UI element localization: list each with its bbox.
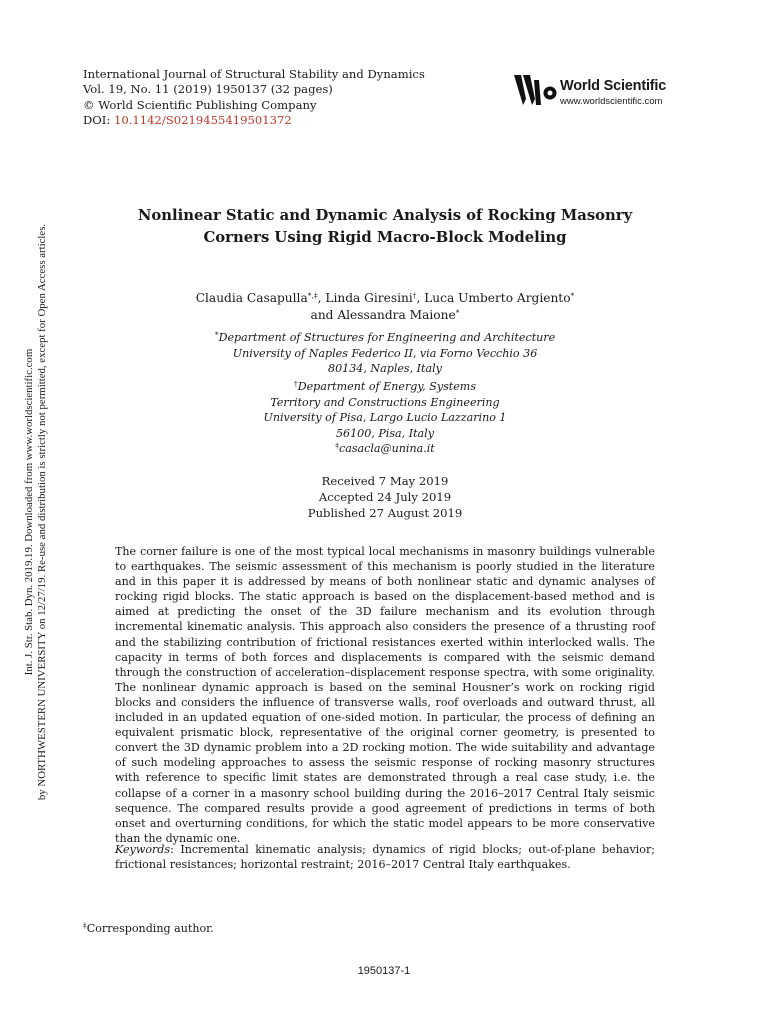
sidebar-line-2: by NORTHWESTERN UNIVERSITY on 12/27/19. Re-use and distribution is strictly not permitted, except for Open Access articles.: [36, 223, 48, 801]
footnote-mark: ‡: [83, 921, 87, 930]
email-link[interactable]: casacla@unina.it: [339, 442, 435, 456]
affiliation-naples: [90, 330, 680, 377]
journal-header: [83, 67, 503, 128]
logo-url[interactable]: www.worldscientific.com: [560, 96, 663, 107]
affiliation-line: 80134, Naples, Italy: [328, 362, 442, 376]
publication-dates: [90, 473, 680, 521]
journal-volume: Vol. 19, No. 11 (2019) 1950137 (32 pages): [83, 82, 333, 97]
received-date: Received 7 May 2019: [321, 474, 449, 488]
author-mark: *: [570, 291, 575, 300]
journal-doi-line: [83, 113, 503, 128]
page-number: 1950137-1: [357, 965, 411, 977]
author-mark: †: [412, 291, 417, 300]
world-scientific-logo-icon: [514, 72, 558, 108]
abstract: The corner failure is one of the most typical local mechanisms in masonry buildings vulnerable to earthquakes. The seismic assessment of this mechanism is poorly studied in the literature and in this paper it is addressed by means of both nonlinear static and dynamic analyses of rocking rigid blocks. The static approach is based on the displacement-based method and is aimed at predicting the onset of the 3D failure mechanism and its evolution through incremental kinematic analysis. This approach also considers the presence of a thrusting roof and the stabilizing contribution of frictional resistances exerted within interlocked walls. The capacity in terms of both forces and displacements is compared with the seismic demand through the construction of acceleration–displacement response spectra, with some originality. The nonlinear dynamic approach is based on the seminal Housner’s work on rocking rigid blocks and considers the influence of transverse walls, roof overloads and outward thrust, all included in an updated equation of one-sided motion. In particular, the process of defining an equivalent prismatic block, representative of the original corner geometry, is presented to convert the 3D dynamic problem into a 2D rocking motion. The wide suitability and advantage of such modeling approaches to assess the seismic response of rocking masonry structures with reference to specific limit states are demonstrated through a real case study, i.e. the collapse of a corner in a masonry school building during the 2016–2017 Central Italy seismic sequence. The compared results provide a good agreement of predictions in terms of both onset and overturning conditions, for which the static model appears to be more conservative than the dynamic one.: [115, 545, 655, 845]
email-line: [90, 441, 680, 457]
authors-line-2: [90, 307, 680, 324]
email-mark: ‡: [335, 441, 339, 451]
footnote: [83, 921, 483, 936]
affiliation-line: [90, 379, 680, 395]
affiliation-line: 56100, Pisa, Italy: [336, 426, 434, 440]
and-word: and: [310, 307, 334, 322]
title-line-1: Nonlinear Static and Dynamic Analysis of Rocking Masonry: [137, 207, 633, 224]
publisher-logo: [514, 72, 694, 110]
author-name: Luca Umberto Argiento: [424, 291, 571, 305]
affiliation-text: Department of Structures for Engineering and Architecture: [218, 331, 556, 344]
journal-copyright: © World Scientific Publishing Company: [83, 97, 317, 112]
affiliation-line: University of Naples Federico II, via Forno Vecchio 36: [232, 346, 538, 360]
author-name: Alessandra Maione: [337, 307, 456, 322]
keywords-label: Keywords: [115, 843, 171, 856]
affiliation-pisa: [90, 379, 680, 457]
author-mark: *,‡: [307, 291, 318, 300]
affiliation-mark: †: [293, 379, 298, 388]
author-mark: *: [455, 307, 460, 317]
title-line-2: Corners Using Rigid Macro-Block Modeling: [203, 229, 567, 246]
authors-line-1: Claudia Casapulla*,‡, Linda Giresini†, Luca Umberto Argiento*: [195, 291, 575, 305]
sidebar-line-1: Int. J. Str. Stab. Dyn. 2019.19. Downloaded from www.worldscientific.com: [23, 348, 35, 676]
keywords: [115, 842, 655, 872]
paper-title: [90, 205, 680, 249]
download-sidebar: [23, 0, 63, 1024]
author-name: Claudia Casapulla: [195, 291, 308, 305]
affiliation-line: [90, 330, 680, 346]
affiliation-text: Department of Energy, Systems: [297, 380, 477, 393]
published-date: Published 27 August 2019: [307, 506, 463, 520]
affiliation-line: University of Pisa, Largo Lucio Lazzarino 1: [263, 411, 507, 425]
keywords-text: : Incremental kinematic analysis; dynamics of rigid blocks; out-of-plane behavior; frictional resistances; horizontal restraint; 2016–2017 Central Italy earthquakes.: [115, 843, 655, 872]
logo-name: World Scientific: [560, 78, 667, 94]
doi-label: DOI:: [83, 112, 111, 127]
footnote-text: Corresponding author.: [86, 922, 214, 935]
author-list: [90, 290, 680, 323]
affiliation-line: Territory and Constructions Engineering: [270, 395, 500, 409]
author-name: Linda Giresini: [325, 291, 413, 305]
journal-name: International Journal of Structural Stability and Dynamics: [83, 67, 425, 81]
doi-link[interactable]: 10.1142/S0219455419501372: [113, 112, 292, 127]
affiliation-mark: *: [214, 330, 219, 339]
accepted-date: Accepted 24 July 2019: [318, 490, 452, 504]
